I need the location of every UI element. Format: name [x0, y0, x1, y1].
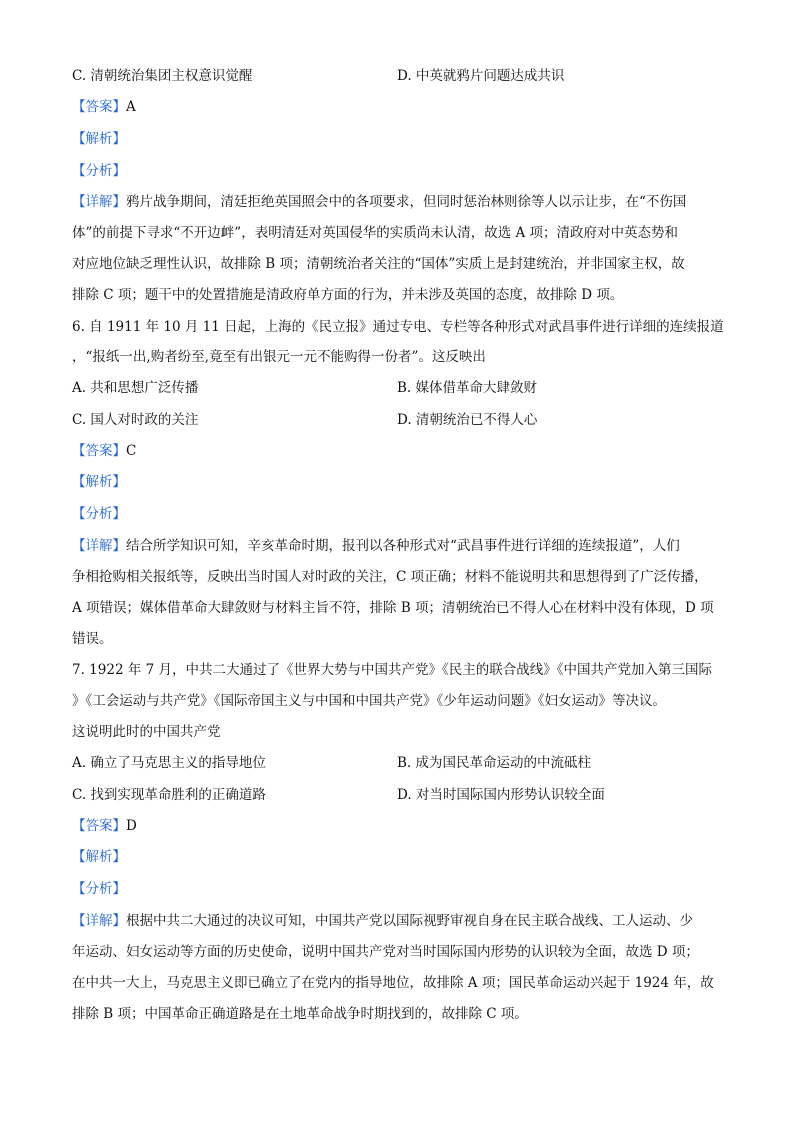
q5-detail-text: 鸦片战争期间，清廷拒绝英国照会中的各项要求，但同时惩治林则徐等人以示让步，在“不伤国 — [126, 194, 687, 210]
detail-tag: 【详解】 — [72, 194, 126, 210]
q6-option-a: A. 共和思想广泛传播 — [72, 380, 199, 396]
detail-tag: 【详解】 — [72, 913, 126, 929]
q7-fenxi-tag: 【分析】 — [72, 881, 126, 897]
answer-tag: 【答案】 — [72, 443, 126, 459]
q6-option-b: B. 媒体借革命大肆敛财 — [397, 380, 538, 396]
q7-stem: 》《工会运动与共产党》《国际帝国主义与中国和中国共产党》《少年运动问题》《妇女运动》等决议。 — [72, 693, 666, 709]
q6-detail-text: 错误。 — [72, 631, 113, 647]
q7-option-a: A. 确立了马克思主义的指导地位 — [72, 755, 266, 771]
q5-answer-line — [72, 97, 732, 117]
q5-detail-text: 对应地位缺乏理性认识，故排除 B 项；清朝统治者关注的“国体”实质上是封建统治，并非国家主权，故 — [72, 256, 685, 272]
q5-detail-text: 排除 C 项；题干中的处置措施是清政府单方面的行为，并未涉及英国的态度，故排除 D 项。 — [72, 287, 624, 303]
q7-stem: 这说明此时的中国共产党 — [72, 724, 221, 740]
q7-detail-text: 年运动、妇女运动等方面的历史使命，说明中国共产党对当时国际国内形势的认识较为全面，故选 D 项； — [72, 944, 699, 960]
q6-fenxi-tag: 【分析】 — [72, 506, 126, 522]
q5-analysis-tag: 【解析】 — [72, 131, 126, 147]
q6-detail-text: A 项错误；媒体借革命大肆敛财与材料主旨不符，排除 B 项；清朝统治已不得人心在材料中没有体现，D 项 — [72, 600, 714, 616]
q7-option-d: D. 对当时国际国内形势认识较全面 — [397, 787, 605, 803]
detail-tag: 【详解】 — [72, 538, 126, 554]
q7-analysis-tag: 【解析】 — [72, 849, 126, 865]
q7-detail-text: 排除 B 项；中国革命正确道路是在土地革命战争时期找到的，故排除 C 项。 — [72, 1006, 528, 1022]
answer-tag: 【答案】 — [72, 818, 126, 834]
q5-option-d: D. 中英就鸦片问题达成共识 — [397, 68, 565, 84]
q5-detail-line — [72, 192, 732, 212]
q5-detail-text: 体”的前提下寻求“不开边衅”，表明清廷对英国侵华的实质尚未认清，故选 A 项；清政府对中英态势和 — [72, 225, 679, 241]
q7-option-b: B. 成为国民革命运动的中流砥柱 — [397, 755, 592, 771]
answer-tag: 【答案】 — [72, 99, 126, 115]
q7-detail-text: 在中共一大上，马克思主义即已确立了在党内的指导地位，故排除 A 项；国民革命运动兴起于 1924 年，故 — [72, 975, 714, 991]
q6-option-c: C. 国人对时政的关注 — [72, 412, 199, 428]
q7-detail-line — [72, 911, 732, 931]
q5-option-c: C. 清朝统治集团主权意识觉醒 — [72, 68, 253, 84]
q6-analysis-tag: 【解析】 — [72, 474, 126, 490]
q6-detail-line — [72, 536, 732, 556]
q7-answer-line — [72, 816, 732, 836]
q6-answer-line — [72, 441, 732, 461]
q7-answer: D — [126, 818, 137, 834]
q6-detail-text: 争相抢购相关报纸等，反映出当时国人对时政的关注，C 项正确；材料不能说明共和思想得到了广泛传播， — [72, 569, 708, 585]
q7-option-c: C. 找到实现革命胜利的正确道路 — [72, 787, 266, 803]
q5-answer: A — [126, 99, 136, 115]
q7-detail-text: 根据中共二大通过的决议可知，中国共产党以国际视野审视自身在民主联合战线、工人运动、少 — [126, 913, 693, 929]
q5-fenxi-tag: 【分析】 — [72, 163, 126, 179]
q6-stem: ，“报纸一出,购者纷至,竟至有出银元一元不能购得一份者”。这反映出 — [72, 349, 486, 365]
q6-stem: 6. 自 1911 年 10 月 11 日起，上海的《民立报》通过专电、专栏等各种形式对武昌事件进行详细的连续报道 — [72, 319, 724, 335]
q7-stem: 7. 1922 年 7 月，中共二大通过了《世界大势与中国共产党》《民主的联合战线》《中国共产党加入第三国际 — [72, 662, 712, 678]
q6-detail-text: 结合所学知识可知，辛亥革命时期，报刊以各种形式对“武昌事件进行详细的连续报道”，人们 — [126, 538, 680, 554]
q6-answer: C — [126, 443, 137, 459]
q6-option-d: D. 清朝统治已不得人心 — [397, 412, 538, 428]
